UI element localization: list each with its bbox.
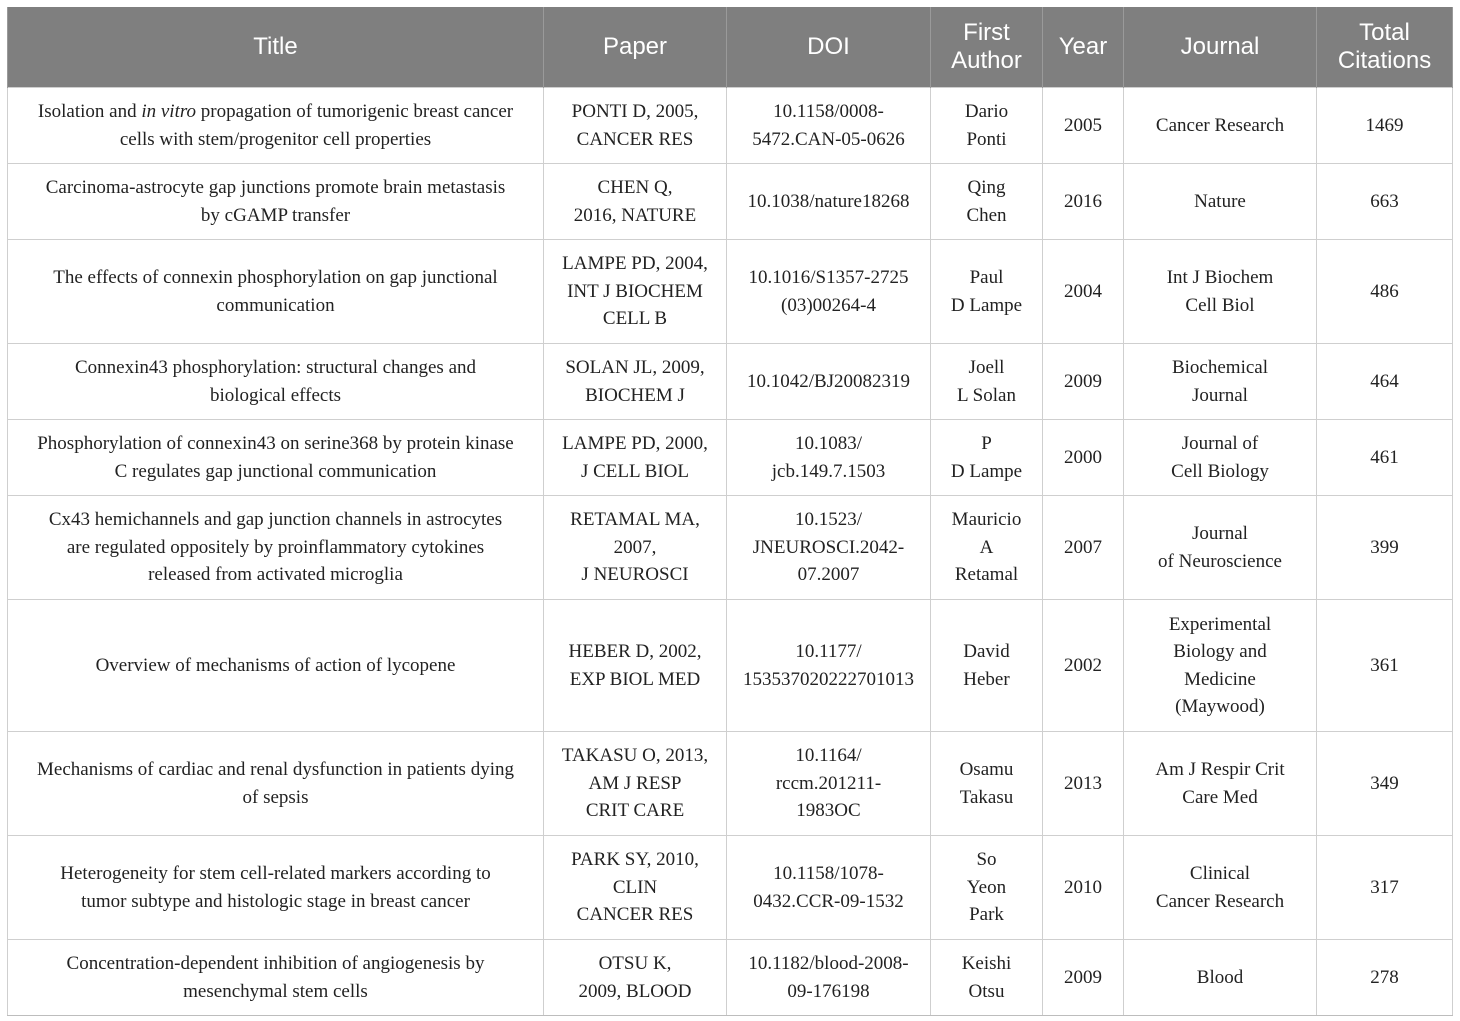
cell-title [8, 88, 544, 164]
cell-title [8, 940, 544, 1016]
cell-title [8, 496, 544, 600]
cell-title [8, 164, 544, 240]
cell-paper [544, 732, 727, 836]
cell-year: 2007 [1043, 496, 1124, 600]
cell-title [8, 420, 544, 496]
cell-paper-line: LAMPE PD, 2000, [562, 433, 708, 454]
cell-first-author-line: P [981, 433, 992, 454]
cell-title-text: propagation of tumorigenic breast cancer cells with stem/progenitor cell properties [119, 101, 514, 150]
cell-total-citations: 486 [1317, 240, 1453, 344]
cell-paper [544, 88, 727, 164]
cell-paper-line: 2016, NATURE [573, 204, 697, 226]
cell-title-text: Phosphorylation of connexin43 on serine368 by protein kinase C regulates gap junctional communication [37, 433, 514, 482]
cell-paper-line: LAMPE PD, 2004, [562, 253, 708, 275]
cell-title [8, 732, 544, 836]
cell-doi [727, 600, 931, 732]
cell-doi-line: 10.1164/ [795, 745, 862, 767]
cell-total-citations: 663 [1317, 164, 1453, 240]
cell-title-text: Concentration-dependent inhibition of angiogenesis by mesenchymal stem cells [66, 953, 485, 1002]
header-total-citations [1317, 7, 1453, 88]
cell-title [8, 344, 544, 420]
cell-journal-line: Cell Biol [1185, 294, 1255, 316]
cell-first-author-line: Park [969, 904, 1004, 926]
cell-doi-line: 10.1177/ [795, 641, 862, 662]
cell-doi-line: JNEUROSCI.2042- [752, 536, 905, 558]
cell-paper-line: HEBER D, 2002, [568, 641, 702, 662]
cell-total-citations: 317 [1317, 836, 1453, 940]
cell-doi [727, 88, 931, 164]
cell-journal-line: Medicine [1184, 668, 1256, 690]
cell-paper [544, 420, 727, 496]
cell-doi-line: 10.1158/1078- [773, 863, 884, 884]
cell-paper-line: 2007, [613, 536, 657, 558]
cell-paper [544, 164, 727, 240]
cell-doi-line: 10.1182/blood-2008- [748, 953, 909, 974]
cell-doi-line: 10.1038/nature18268 [747, 190, 910, 212]
cell-first-author-line: Ponti [966, 128, 1007, 150]
cell-doi-line: 07.2007 [797, 564, 860, 586]
cell-first-author [931, 940, 1043, 1016]
cell-total-citations: 349 [1317, 732, 1453, 836]
cell-title-text: The effects of connexin phosphorylation on gap junctional communication [53, 267, 498, 316]
cell-doi [727, 940, 931, 1016]
cell-year: 2005 [1043, 88, 1124, 164]
cell-journal-line: Journal [1192, 523, 1248, 544]
cell-first-author-line: Otsu [968, 980, 1005, 1002]
table-row [8, 344, 1453, 420]
table-row [8, 732, 1453, 836]
cell-first-author-line: Qing [967, 177, 1006, 198]
cell-first-author-line: Retamal [954, 564, 1019, 586]
cell-first-author-line: Dario [964, 101, 1009, 122]
header-paper: Paper [544, 7, 727, 88]
cell-first-author [931, 732, 1043, 836]
cell-doi [727, 496, 931, 600]
cell-doi-line: (03)00264-4 [781, 294, 876, 316]
cell-paper-line: J CELL BIOL [580, 460, 689, 482]
cell-first-author [931, 88, 1043, 164]
table-row [8, 496, 1453, 600]
table-row [8, 240, 1453, 344]
cell-paper [544, 344, 727, 420]
cell-title-text: Carcinoma-astrocyte gap junctions promote brain metastasis by cGAMP transfer [45, 177, 506, 226]
cell-paper [544, 836, 727, 940]
cell-doi-line: 1983OC [796, 800, 861, 822]
cell-doi-line: 5472.CAN-05-0626 [752, 128, 905, 150]
cell-year: 2013 [1043, 732, 1124, 836]
header-journal: Journal [1124, 7, 1317, 88]
cell-year: 2010 [1043, 836, 1124, 940]
cell-paper-line: CELL B [602, 308, 668, 330]
cell-paper-line: INT J BIOCHEM [567, 280, 703, 302]
table-row [8, 420, 1453, 496]
cell-first-author [931, 600, 1043, 732]
cell-year: 2000 [1043, 420, 1124, 496]
cell-first-author-line: Heber [963, 668, 1010, 690]
cell-journal [1124, 164, 1317, 240]
cell-year: 2009 [1043, 940, 1124, 1016]
cell-first-author-line: D Lampe [950, 294, 1023, 316]
cell-doi [727, 732, 931, 836]
cell-doi [727, 344, 931, 420]
cell-journal-line: Cell Biology [1171, 460, 1269, 482]
cell-paper [544, 240, 727, 344]
cell-journal [1124, 940, 1317, 1016]
cell-journal-line: Biochemical [1171, 357, 1269, 378]
table-row [8, 836, 1453, 940]
cell-journal-line: Experimental [1168, 613, 1272, 635]
cell-paper-line: CHEN Q, [597, 177, 673, 198]
cell-title [8, 240, 544, 344]
cell-title-text: Mechanisms of cardiac and renal dysfunction in patients dying of sepsis [37, 759, 514, 808]
cell-journal [1124, 420, 1317, 496]
cell-journal-line: Am J Respir Crit [1155, 759, 1285, 780]
cell-paper [544, 940, 727, 1016]
header-first-author [931, 7, 1043, 88]
cell-paper-line: CLIN [612, 876, 658, 898]
cell-doi-line: jcb.149.7.1503 [771, 460, 886, 482]
cell-total-citations: 1469 [1317, 88, 1453, 164]
cell-doi-line: 09-176198 [787, 980, 870, 1002]
cell-journal [1124, 240, 1317, 344]
cell-paper-line: RETAMAL MA, [570, 509, 700, 531]
cell-first-author-line: Paul [969, 267, 1004, 288]
cell-first-author-line: Chen [966, 204, 1007, 226]
cell-first-author-line: So [976, 849, 997, 871]
header-year: Year [1043, 7, 1124, 88]
cell-paper [544, 600, 727, 732]
cell-first-author-line: Takasu [959, 786, 1014, 808]
cell-paper-line: PARK SY, 2010, [571, 849, 699, 871]
citations-table-container [7, 7, 1452, 1016]
cell-doi-line: 10.1523/ [794, 509, 863, 531]
cell-first-author [931, 836, 1043, 940]
cell-paper-line: TAKASU O, 2013, [561, 745, 709, 767]
cell-journal-line: Blood [1196, 966, 1244, 988]
cell-paper-line: CRIT CARE [585, 800, 685, 822]
cell-title-text: Cx43 hemichannels and gap junction channels in astrocytes are regulated oppositely by proinflammatory cytokines released from activated microglia [48, 509, 503, 586]
cell-total-citations: 361 [1317, 600, 1453, 732]
cell-journal-line: (Maywood) [1175, 696, 1265, 717]
table-row [8, 940, 1453, 1016]
cell-first-author-line: David [963, 641, 1010, 662]
cell-paper-line: CANCER RES [576, 904, 694, 926]
cell-first-author-line: Osamu [959, 759, 1014, 780]
cell-year: 2016 [1043, 164, 1124, 240]
cell-doi-line: 10.1083/ [794, 433, 863, 454]
cell-journal [1124, 732, 1317, 836]
cell-first-author-line: Keishi [961, 953, 1012, 974]
citations-table [7, 7, 1453, 1016]
cell-paper-line: EXP BIOL MED [569, 668, 701, 690]
header-title: Title [8, 7, 544, 88]
cell-journal [1124, 344, 1317, 420]
cell-first-author-line: L Solan [957, 384, 1016, 406]
table-header [8, 7, 1453, 88]
cell-journal-line: Journal of [1181, 433, 1259, 454]
cell-total-citations: 278 [1317, 940, 1453, 1016]
cell-first-author-line: Yeon [966, 876, 1007, 898]
cell-total-citations: 464 [1317, 344, 1453, 420]
cell-paper-line: 2009, BLOOD [578, 980, 692, 1002]
cell-year: 2002 [1043, 600, 1124, 732]
cell-total-citations: 399 [1317, 496, 1453, 600]
cell-journal [1124, 88, 1317, 164]
cell-first-author-line: A [979, 536, 994, 558]
cell-paper-line: PONTI D, 2005, [571, 101, 699, 122]
table-row [8, 164, 1453, 240]
cell-doi-line: 10.1016/S1357-2725 [748, 267, 909, 288]
cell-paper-line: AM J RESP [588, 772, 682, 794]
cell-doi [727, 240, 931, 344]
cell-title-italic: in vitro [141, 101, 197, 122]
cell-doi-line: 0432.CCR-09-1532 [753, 890, 904, 912]
cell-total-citations: 461 [1317, 420, 1453, 496]
header-doi: DOI [727, 7, 931, 88]
cell-paper-line: J NEUROSCI [581, 564, 689, 586]
cell-first-author-line: Mauricio [951, 509, 1022, 531]
cell-doi [727, 164, 931, 240]
cell-journal [1124, 600, 1317, 732]
cell-first-author [931, 164, 1043, 240]
cell-journal-line: Care Med [1182, 786, 1258, 808]
header-total-citations-line: Citations [1337, 47, 1432, 74]
header-first-author-line: First [963, 19, 1010, 46]
cell-journal-line: of Neuroscience [1158, 550, 1282, 572]
table-row [8, 600, 1453, 732]
cell-journal [1124, 496, 1317, 600]
cell-paper-line: CANCER RES [576, 128, 694, 150]
cell-paper-line: OTSU K, [598, 953, 672, 974]
cell-first-author-line: Joell [968, 357, 1005, 378]
cell-year: 2009 [1043, 344, 1124, 420]
cell-first-author-line: D Lampe [950, 460, 1023, 482]
cell-title [8, 600, 544, 732]
cell-first-author [931, 496, 1043, 600]
cell-title-text: Connexin43 phosphorylation: structural changes and biological effects [74, 357, 477, 406]
cell-journal-line: Int J Biochem [1166, 267, 1274, 288]
cell-first-author [931, 344, 1043, 420]
cell-doi [727, 420, 931, 496]
cell-paper [544, 496, 727, 600]
cell-paper-line: BIOCHEM J [585, 384, 685, 406]
cell-year: 2004 [1043, 240, 1124, 344]
cell-doi-line: rccm.201211- [775, 772, 882, 794]
cell-paper-line: SOLAN JL, 2009, [565, 357, 705, 378]
cell-journal-line: Journal [1192, 384, 1248, 406]
table-row [8, 88, 1453, 164]
cell-journal-line: Cancer Research [1155, 114, 1285, 136]
table-body [8, 88, 1453, 1016]
cell-title-text: Isolation and [37, 101, 142, 122]
header-total-citations-line: Total [1359, 19, 1410, 46]
cell-journal-line: Cancer Research [1155, 890, 1285, 912]
header-first-author-line: Author [951, 47, 1022, 74]
cell-journal [1124, 836, 1317, 940]
cell-first-author [931, 240, 1043, 344]
header-row [8, 7, 1453, 88]
cell-title-text: Heterogeneity for stem cell-related markers according to tumor subtype and histologic stage in breast cancer [60, 863, 491, 912]
cell-doi [727, 836, 931, 940]
cell-title-text: Overview of mechanisms of action of lycopene [95, 654, 456, 676]
cell-journal-line: Clinical [1189, 863, 1251, 884]
cell-doi-line: 153537020222701013 [743, 668, 914, 690]
cell-title [8, 836, 544, 940]
cell-journal-line: Biology and [1173, 641, 1267, 662]
cell-doi-line: 10.1158/0008- [773, 101, 884, 122]
cell-first-author [931, 420, 1043, 496]
cell-doi-line: 10.1042/BJ20082319 [746, 370, 911, 392]
cell-journal-line: Nature [1194, 190, 1246, 212]
